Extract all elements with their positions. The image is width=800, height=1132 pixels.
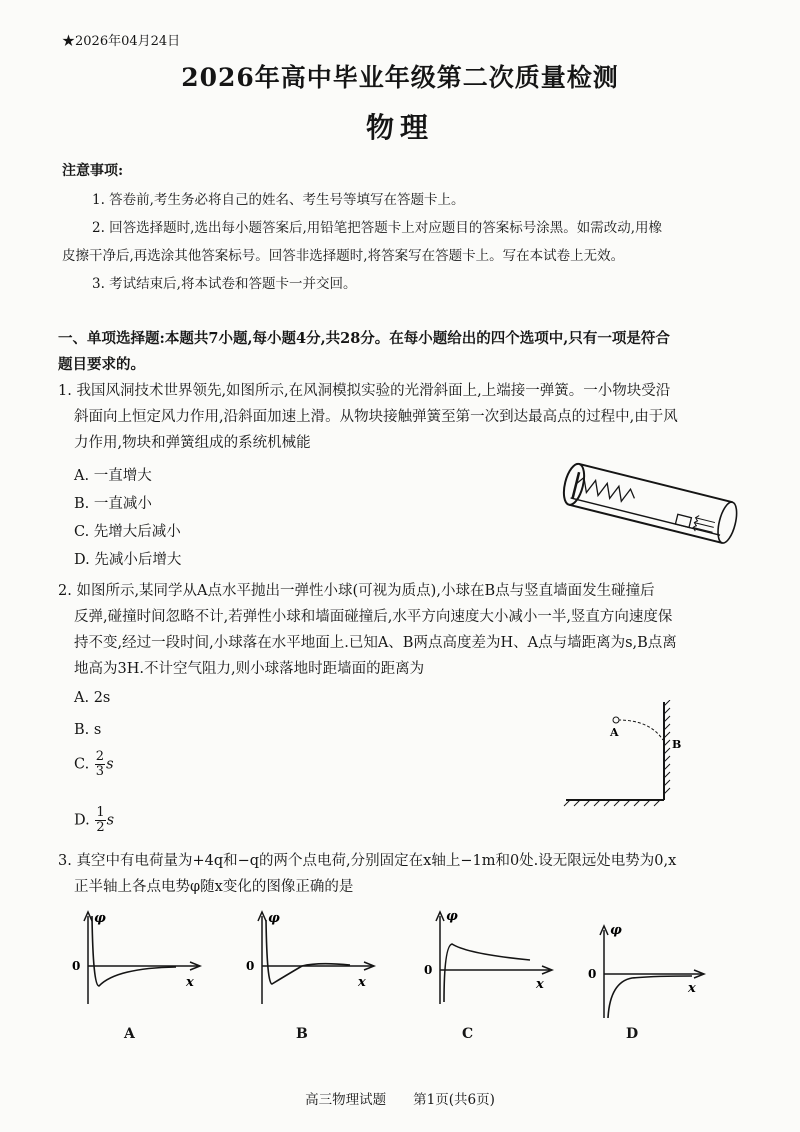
q2-option-c [74, 750, 114, 779]
q2-option-d-denominator: 2 [96, 820, 105, 835]
q2-option-b: B. s [74, 722, 102, 738]
page-footer: 高三物理试题 第1页(共6页) [305, 1092, 495, 1108]
q2-option-d-suffix: s [106, 812, 115, 829]
note-3: 3. 考试结束后,将本试卷和答题卡一并交回。 [92, 276, 357, 292]
q2-option-a: A. 2s [74, 690, 111, 706]
q2-option-c-fraction [95, 750, 105, 779]
q3-graph-b [240, 906, 380, 1006]
graph-a-x: x [186, 975, 194, 990]
q3-graph-b-label: B [296, 1026, 308, 1042]
point-b-label: B [672, 738, 682, 751]
note-2-line-2: 皮擦干净后,再选涂其他答案标号。回答非选择题时,将答案写在答题卡上。写在本试卷上无效。 [62, 248, 625, 264]
notes-heading: 注意事项: [62, 163, 124, 179]
q3-graph-c-label: C [462, 1026, 474, 1042]
q1-line-2: 斜面向上恒定风力作用,沿斜面加速上滑。从物块接触弹簧至第一次到达最高点的过程中,由于风 [74, 409, 678, 425]
q2-option-d [74, 806, 114, 835]
q2-option-d-fraction [95, 806, 105, 835]
q2-line-2: 反弹,碰撞时间忽略不计,若弹性小球和墙面碰撞后,水平方向速度大小减小一半,竖直方向速度保 [74, 609, 673, 625]
q2-line-3: 持不变,经过一段时间,小球落在水平地面上.已知A、B两点高度差为H、A点与墙距离为s,B点离 [74, 635, 677, 651]
q2-option-c-suffix: s [106, 756, 114, 773]
q3-graph-d [582, 920, 712, 1020]
q1-option-c: C. 先增大后减小 [74, 524, 181, 540]
trajectory-path [618, 720, 663, 740]
graph-a-zero: 0 [72, 959, 81, 973]
q2-option-c-numerator: 2 [95, 749, 105, 764]
graph-b-phi: φ [268, 911, 280, 926]
q1-option-b: B. 一直减小 [74, 496, 152, 512]
q1-line-3: 力作用,物块和弹簧组成的系统机械能 [74, 435, 311, 451]
section-heading-line-2: 题目要求的。 [58, 356, 145, 373]
note-1: 1. 答卷前,考生务必将自己的姓名、考生号等填写在答题卡上。 [92, 192, 465, 208]
q3-graph-c [418, 906, 558, 1006]
q1-line-1: 1. 我国风洞技术世界领先,如图所示,在风洞模拟实验的光滑斜面上,上端接一弹簧。一小物块受沿 [58, 383, 671, 399]
note-2-line-1: 2. 回答选择题时,选出每小题答案后,用铅笔把答题卡上对应题目的答案标号涂黑。如需改动,用橡 [92, 220, 663, 236]
question-2-stem [58, 578, 770, 682]
q3-graph-d-label: D [626, 1026, 639, 1042]
q1-option-a: A. 一直增大 [74, 468, 152, 484]
exam-date: ★2026年04月24日 [62, 34, 181, 49]
section-heading [58, 326, 770, 378]
graph-d-zero: 0 [588, 967, 597, 981]
question-1-stem [58, 378, 770, 456]
point-a-label: A [610, 726, 619, 739]
graph-d-x: x [688, 981, 696, 996]
q2-line-1: 2. 如图所示,某同学从A点水平抛出一弹性小球(可视为质点),小球在B点与竖直墙面发生碰撞后 [58, 583, 655, 599]
q3-line-1: 3. 真空中有电荷量为+4q和−q的两个点电荷,分别固定在x轴上−1m和0处.设无限远处电势为0,x [58, 853, 677, 869]
q2-option-d-numerator: 1 [96, 805, 105, 820]
graph-c-x: x [536, 977, 544, 992]
q3-graph-a-label: A [124, 1026, 135, 1042]
q1-option-d: D. 先减小后增大 [74, 552, 182, 568]
graph-b-zero: 0 [246, 959, 255, 973]
projectile-wall-figure [560, 700, 690, 810]
q2-line-4: 地高为3H.不计空气阻力,则小球落地时距墙面的距离为 [74, 661, 425, 677]
graph-a-phi: φ [94, 911, 106, 926]
ball-at-a [613, 717, 619, 723]
q2-option-c-prefix: C. [74, 756, 90, 773]
q3-graph-a [66, 906, 206, 1006]
q2-option-d-prefix: D. [74, 812, 90, 829]
q3-line-2: 正半轴上各点电势φ随x变化的图像正确的是 [74, 879, 354, 895]
graph-b-x: x [358, 975, 366, 990]
wind-tunnel-figure [548, 462, 748, 558]
graph-d-phi: φ [610, 923, 622, 938]
exam-subject: 物理 [365, 111, 434, 144]
section-heading-line-1: 一、单项选择题:本题共7小题,每小题4分,共28分。在每小题给出的四个选项中,只有一项是符合 [58, 330, 670, 347]
graph-c-zero: 0 [424, 963, 433, 977]
q2-option-c-denominator: 3 [95, 764, 105, 779]
exam-title: 2026年高中毕业年级第二次质量检测 [181, 63, 619, 92]
question-3-stem [58, 848, 770, 900]
graph-c-phi: φ [446, 909, 458, 924]
